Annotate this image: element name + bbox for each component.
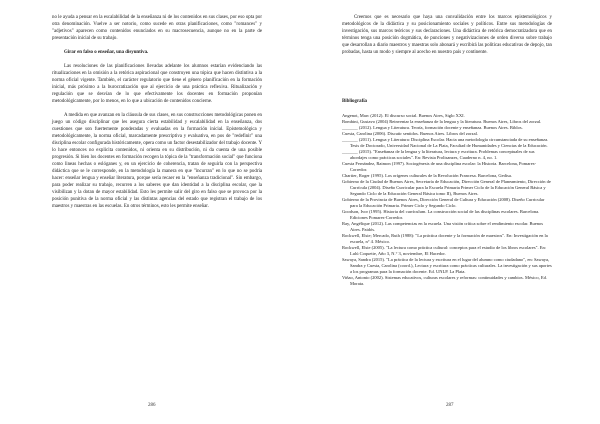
bibliography-entry: _______ (2011). Lengua y Literatura: Disciplina Escolar. Hacia una metodología circunstanciada de su enseñanza. Tesis de Doctorado, Universidad Nacional de La Plata, Facultad de Humanidades y Ciencias de la Educación.	[342, 137, 549, 148]
bibliography-entry: Rockwell, Elsie; Mercado, Ruth (1988): "La práctica docente y la formación de maestros". En: Investigación en la escuela, n° 4. México.	[342, 233, 548, 244]
bibliography-entry: Ray, Angélique (2012). Las competencias en la escuela. Una visión crítica sobre el rendimiento escolar. Buenos Aires. Paidós.	[342, 221, 544, 232]
bibliography-entry: Cuesta Fernández, Raimon (1997). Sociogénesis de una disciplina escolar: la Historia. Barcelona, Pomares-Corredor.	[342, 161, 536, 172]
left-page-number: 286	[148, 403, 156, 408]
right-page	[300, 0, 600, 424]
left-paragraph-intro: no le ayuda a pensar en la escalabilidad de la enseñanza ni de los contenidos en sus clases, por eso opta por otra denominación. Vuelve a ser notorio, como sucede en otras planificaciones, como "romances" y "adjetivos" aparecen como contenidos enunciados en su macrosecuencia, aunque no en la parte de presentación inicial de su trabajo.	[52, 15, 262, 41]
right-text-column	[342, 14, 552, 287]
bibliography-entry: Goodson, Ivor (1995). Historia del currículum. La construcción social de las disciplinas escolares. Barcelona. Ediciones Pomares-Corredor.	[342, 209, 540, 220]
section-subheading: Girar en falso o enseñar, una disyuntiva.	[64, 50, 149, 55]
bibliography-entry: _______ (2015). "Enseñanza de la lengua y la literatura, lectura y escritura. Problemas conceptuales de sus abordajes como prácticas sociales". En: Revista Prolisanzes, Cuaderno n. 4, no. 1.	[342, 149, 535, 160]
bibliography-entry: Viñao, Antonio (2002). Sistemas educativos, culturas escolares y reformas: continuidades y cambios. México, Ed. Morata.	[342, 275, 548, 286]
bibliography-entry: Sawaya, Sandra (2015). "La práctica de la lectura y escritura en el lugar del alumno como ciudadano", en: Sawaya, Sandra y Cuesta, Carolina (coord.), Lectura y escritura como prácticas culturales. La investigación y sus aportes a los programas para la formación docente. Ed. UNLP. La Plata.	[342, 257, 552, 274]
bibliography-entry: Bombini, Gustavo (2004) Reinventar la enseñanza de la lengua y la literatura. Buenos Aires, Libros del zorzal.	[342, 119, 542, 124]
left-paragraph-3: A medida en que avanzan en la cláusula de sus clases, en sus construcciones metodológicas ponen en juego un código disciplinar que les asegura cierta estabilidad y escalabilidad en la enseñanza, dos cuestiones que son fuertemente ponderadas y evaluadas en la formación inicial. Epistemológica y metodológicamente, la norma oficial, marcadamente prescriptiva y evaluativa, en pos de "redefinir" una disciplina escolar configurada históricamente, opera como un factor desestabilizador del trabajo docente. Y lo hace entonces no explicita contenidos, ni orienta en su distribución, ni da cuenta de una posible progresión. Si bien los docentes en formación recogen la tópica de la "transformación social" que funciona como lineas hechas o eslóganes y, en un ejercicio de coherencia, tratan de seguirla con la perspectiva didáctica que se le corresponde, en la metodología la manera en que "incurran" en lo que no se podría hacer: enseñar lengua y enseñar literatura, porque sería recaer en la "enseñanza tradicional". Sin embargo, para poder realizar su trabajo, recurren a los saberes que dan identidad a la disciplina escolar, que la visibilizan y la dotan de mayor estabilidad. Esto les permite salir del giro en falso que se provoca por la posición punitiva de la norma oficial y las distintas agencias del estado que registran el trabajo de los maestros y maestras en las escuelas. En otros términos, esto les permite enseñar.	[52, 113, 262, 209]
bibliography-entry: Gobierno de la Provincia de Buenos Aires, Dirección General de Cultura y Educación (2008). Diseño Curricular para la Educación Primaria. Primer Ciclo y Segundo Ciclo.	[342, 197, 545, 208]
bibliography-entry: Cuesta, Carolina (2006). Discutir sentidos. Buenos Aires. Libros del zorzal.	[342, 131, 478, 136]
right-paragraph-1: Creemos que es necesario que haya una convalidación entre los marcos epistemológicos y metodológicos de la didáctica y su posicionamiento sociales y políticos. Entre sus metodologías de investigación, sus marcos teóricos y sus declaraciones. Una didáctica de retórica democratizadora que en términos tenga una posición dogmática, de punciones y negativizaciones de orden diverso sobre trabajo que desarrollan a diario maestros y maestras solo abonará y escribirá las políticas educativas de depojo, tan probadas, hasta un modo y siempre al acecho en nuestro país y continente.	[342, 15, 552, 55]
bibliography-entry: Angenot, Marc (2012). El discurso social. Buenos Aires, Siglo XXI.	[342, 113, 465, 118]
bibliography-entry: Rockwell, Elsie (2005). "La lectura como práctica cultural: conceptos para el estudio de los libros escolares". En: Lulú Coquette, Año 3, N.° 3, noviembre, El Hacedor.	[342, 245, 546, 256]
bibliography-entry: Chartier, Roger (1995). Los orígenes culturales de la Revolución Francesa. Barcelona, Gedisa.	[342, 173, 513, 178]
right-page-number: 287	[446, 403, 454, 408]
bibliography-entry: Gobierno de la Ciudad de Buenos Aires, Secretaría de Educación, Dirección General de Planeamiento, Dirección de Currícula (2004). Diseño Curricular para la Escuela Primaria Primer Ciclo de la Educación General Básica y Segundo Ciclo de la Educación General Básica tomo II), Buenos Aires.	[342, 179, 551, 196]
bibliography-entry: _______ (2012). Lengua y Literatura. Teoría, formación docente y enseñanza. Buenos Aires. Biblos.	[342, 125, 523, 130]
left-paragraph-2: Las resoluciones de las planificaciones llevadas adelante los alumnos estarían evidenciando las ritualizaciones en la omisión a la retórica aspiracional que construyen una tópica que hacen distintiva a la norma oficial vigente. También, el carácter regulatorio que tiene el género planificación en la formación inicial, más próximo a la burocratización que al ejercicio de una práctica reflexiva. Ritualización y regulación que se desvían de lo que efectivamente los docentes en formación proponían metodológicamente, por lo menos, en lo que a ubicación de contenidos concierne.	[52, 64, 262, 104]
bibliography-heading: Bibliografía	[342, 99, 367, 104]
bibliography-list	[342, 113, 552, 287]
left-text-column	[52, 14, 262, 210]
